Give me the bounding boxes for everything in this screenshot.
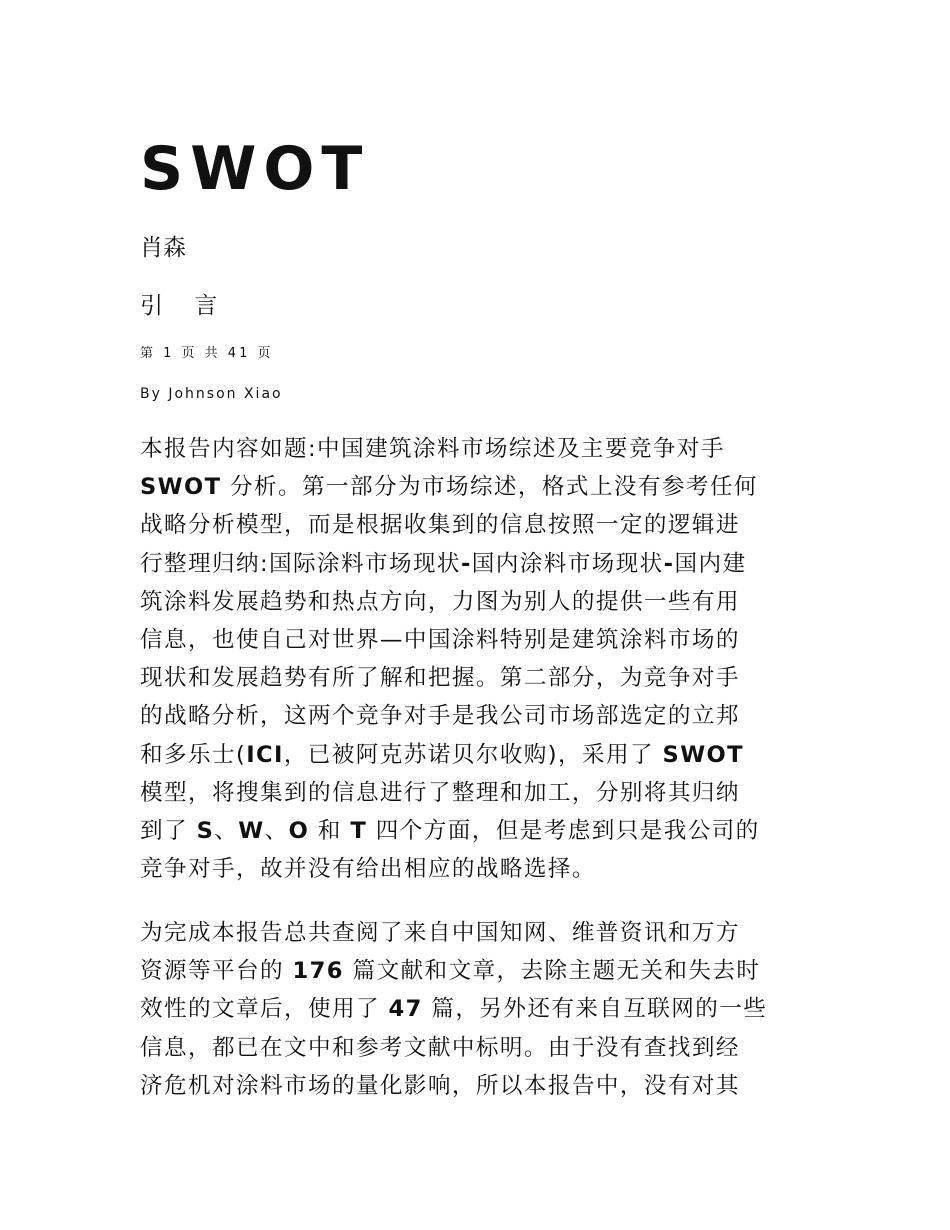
text-run: 为完成本报告总共查阅了来自中国知网、维普资讯和万方 bbox=[140, 920, 740, 946]
bold-text-run: T bbox=[350, 818, 368, 845]
paragraph-line bbox=[140, 1029, 830, 1067]
paragraph-line bbox=[140, 545, 830, 583]
text-run: 和多乐士( bbox=[140, 741, 247, 768]
text-run: 行整理归纳:国际涂料市场现状 bbox=[140, 550, 461, 577]
page-number: 第 1 页 共 41 页 bbox=[140, 346, 274, 361]
document-title: SWOT bbox=[140, 134, 370, 204]
text-run: 的战略分析，这两个竞争对手是我公司市场部选定的立邦 bbox=[140, 703, 740, 730]
text-run: 和 bbox=[309, 818, 351, 845]
paragraph-line bbox=[140, 1067, 830, 1105]
text-run: 到了 bbox=[140, 818, 197, 845]
text-run: 、 bbox=[214, 818, 239, 845]
bold-text-run: SWOT bbox=[140, 474, 222, 501]
section-heading-introduction: 引 言 bbox=[140, 293, 230, 319]
text-run: 篇文献和文章，去除主题无关和失去时 bbox=[343, 958, 761, 985]
paragraph-line bbox=[140, 812, 830, 850]
paragraph-line bbox=[140, 952, 830, 990]
text-run: 济危机对涂料市场的量化影响，所以本报告中，没有对其 bbox=[140, 1072, 740, 1099]
bold-text-run: W bbox=[238, 818, 265, 845]
text-run: 战略分析模型，而是根据收集到的信息按照一定的逻辑进 bbox=[140, 512, 740, 539]
bold-text-run: - bbox=[663, 550, 675, 577]
paragraph-line bbox=[140, 468, 830, 506]
text-run: 国内建 bbox=[674, 550, 747, 577]
bold-text-run: S bbox=[196, 818, 215, 845]
bold-text-run: - bbox=[460, 550, 472, 577]
paragraph-line bbox=[140, 774, 830, 812]
paragraph-line bbox=[140, 990, 830, 1028]
text-run: 本报告内容如题:中国建筑涂料市场综述及主要竞争对手 bbox=[140, 436, 725, 462]
paragraph-line bbox=[140, 697, 830, 735]
text-run: ，已被阿克苏诺贝尔收购)，采用了 bbox=[283, 741, 663, 768]
text-run: 国内涂料市场现状 bbox=[471, 550, 664, 577]
paragraph-line bbox=[140, 506, 830, 544]
bold-text-run: 47 bbox=[388, 996, 423, 1023]
paragraph-line bbox=[140, 621, 830, 659]
text-run: 信息，都已在文中和参考文献中标明。由于没有查找到经 bbox=[140, 1034, 740, 1061]
text-run: 效性的文章后，使用了 bbox=[140, 996, 389, 1023]
text-run: 分析。第一部分为市场综述，格式上没有参考任何 bbox=[221, 474, 758, 501]
bold-text-run: 176 bbox=[292, 958, 344, 985]
text-run: 四个方面，但是考虑到只是我公司的 bbox=[367, 818, 760, 845]
paragraph-line bbox=[140, 850, 830, 888]
paragraph-2 bbox=[140, 914, 830, 1105]
text-run: 竞争对手，故并没有给出相应的战略选择。 bbox=[140, 856, 596, 883]
byline: By Johnson Xiao bbox=[140, 386, 283, 402]
paragraph-line bbox=[140, 736, 830, 774]
author-name: 肖森 bbox=[140, 235, 186, 261]
text-run: 筑涂料发展趋势和热点方向，力图为别人的提供一些有用 bbox=[140, 588, 740, 615]
bold-text-run: ICI bbox=[246, 741, 284, 768]
paragraph-line bbox=[140, 430, 830, 468]
text-run: 模型，将搜集到的信息进行了整理和加工，分别将其归纳 bbox=[140, 779, 740, 806]
text-run: 现状和发展趋势有所了解和把握。第二部分，为竞争对手 bbox=[140, 665, 740, 692]
paragraph-line bbox=[140, 583, 830, 621]
text-run: 篇，另外还有来自互联网的一些 bbox=[422, 996, 768, 1023]
paragraph-1 bbox=[140, 430, 830, 888]
paragraph-line bbox=[140, 914, 830, 952]
bold-text-run: SWOT bbox=[662, 741, 744, 768]
text-run: 、 bbox=[264, 818, 289, 845]
text-run: 信息，也使自己对世界—中国涂料特别是建筑涂料市场的 bbox=[140, 627, 740, 654]
paragraph-line bbox=[140, 659, 830, 697]
text-run: 资源等平台的 bbox=[140, 958, 293, 985]
bold-text-run: O bbox=[288, 818, 310, 845]
